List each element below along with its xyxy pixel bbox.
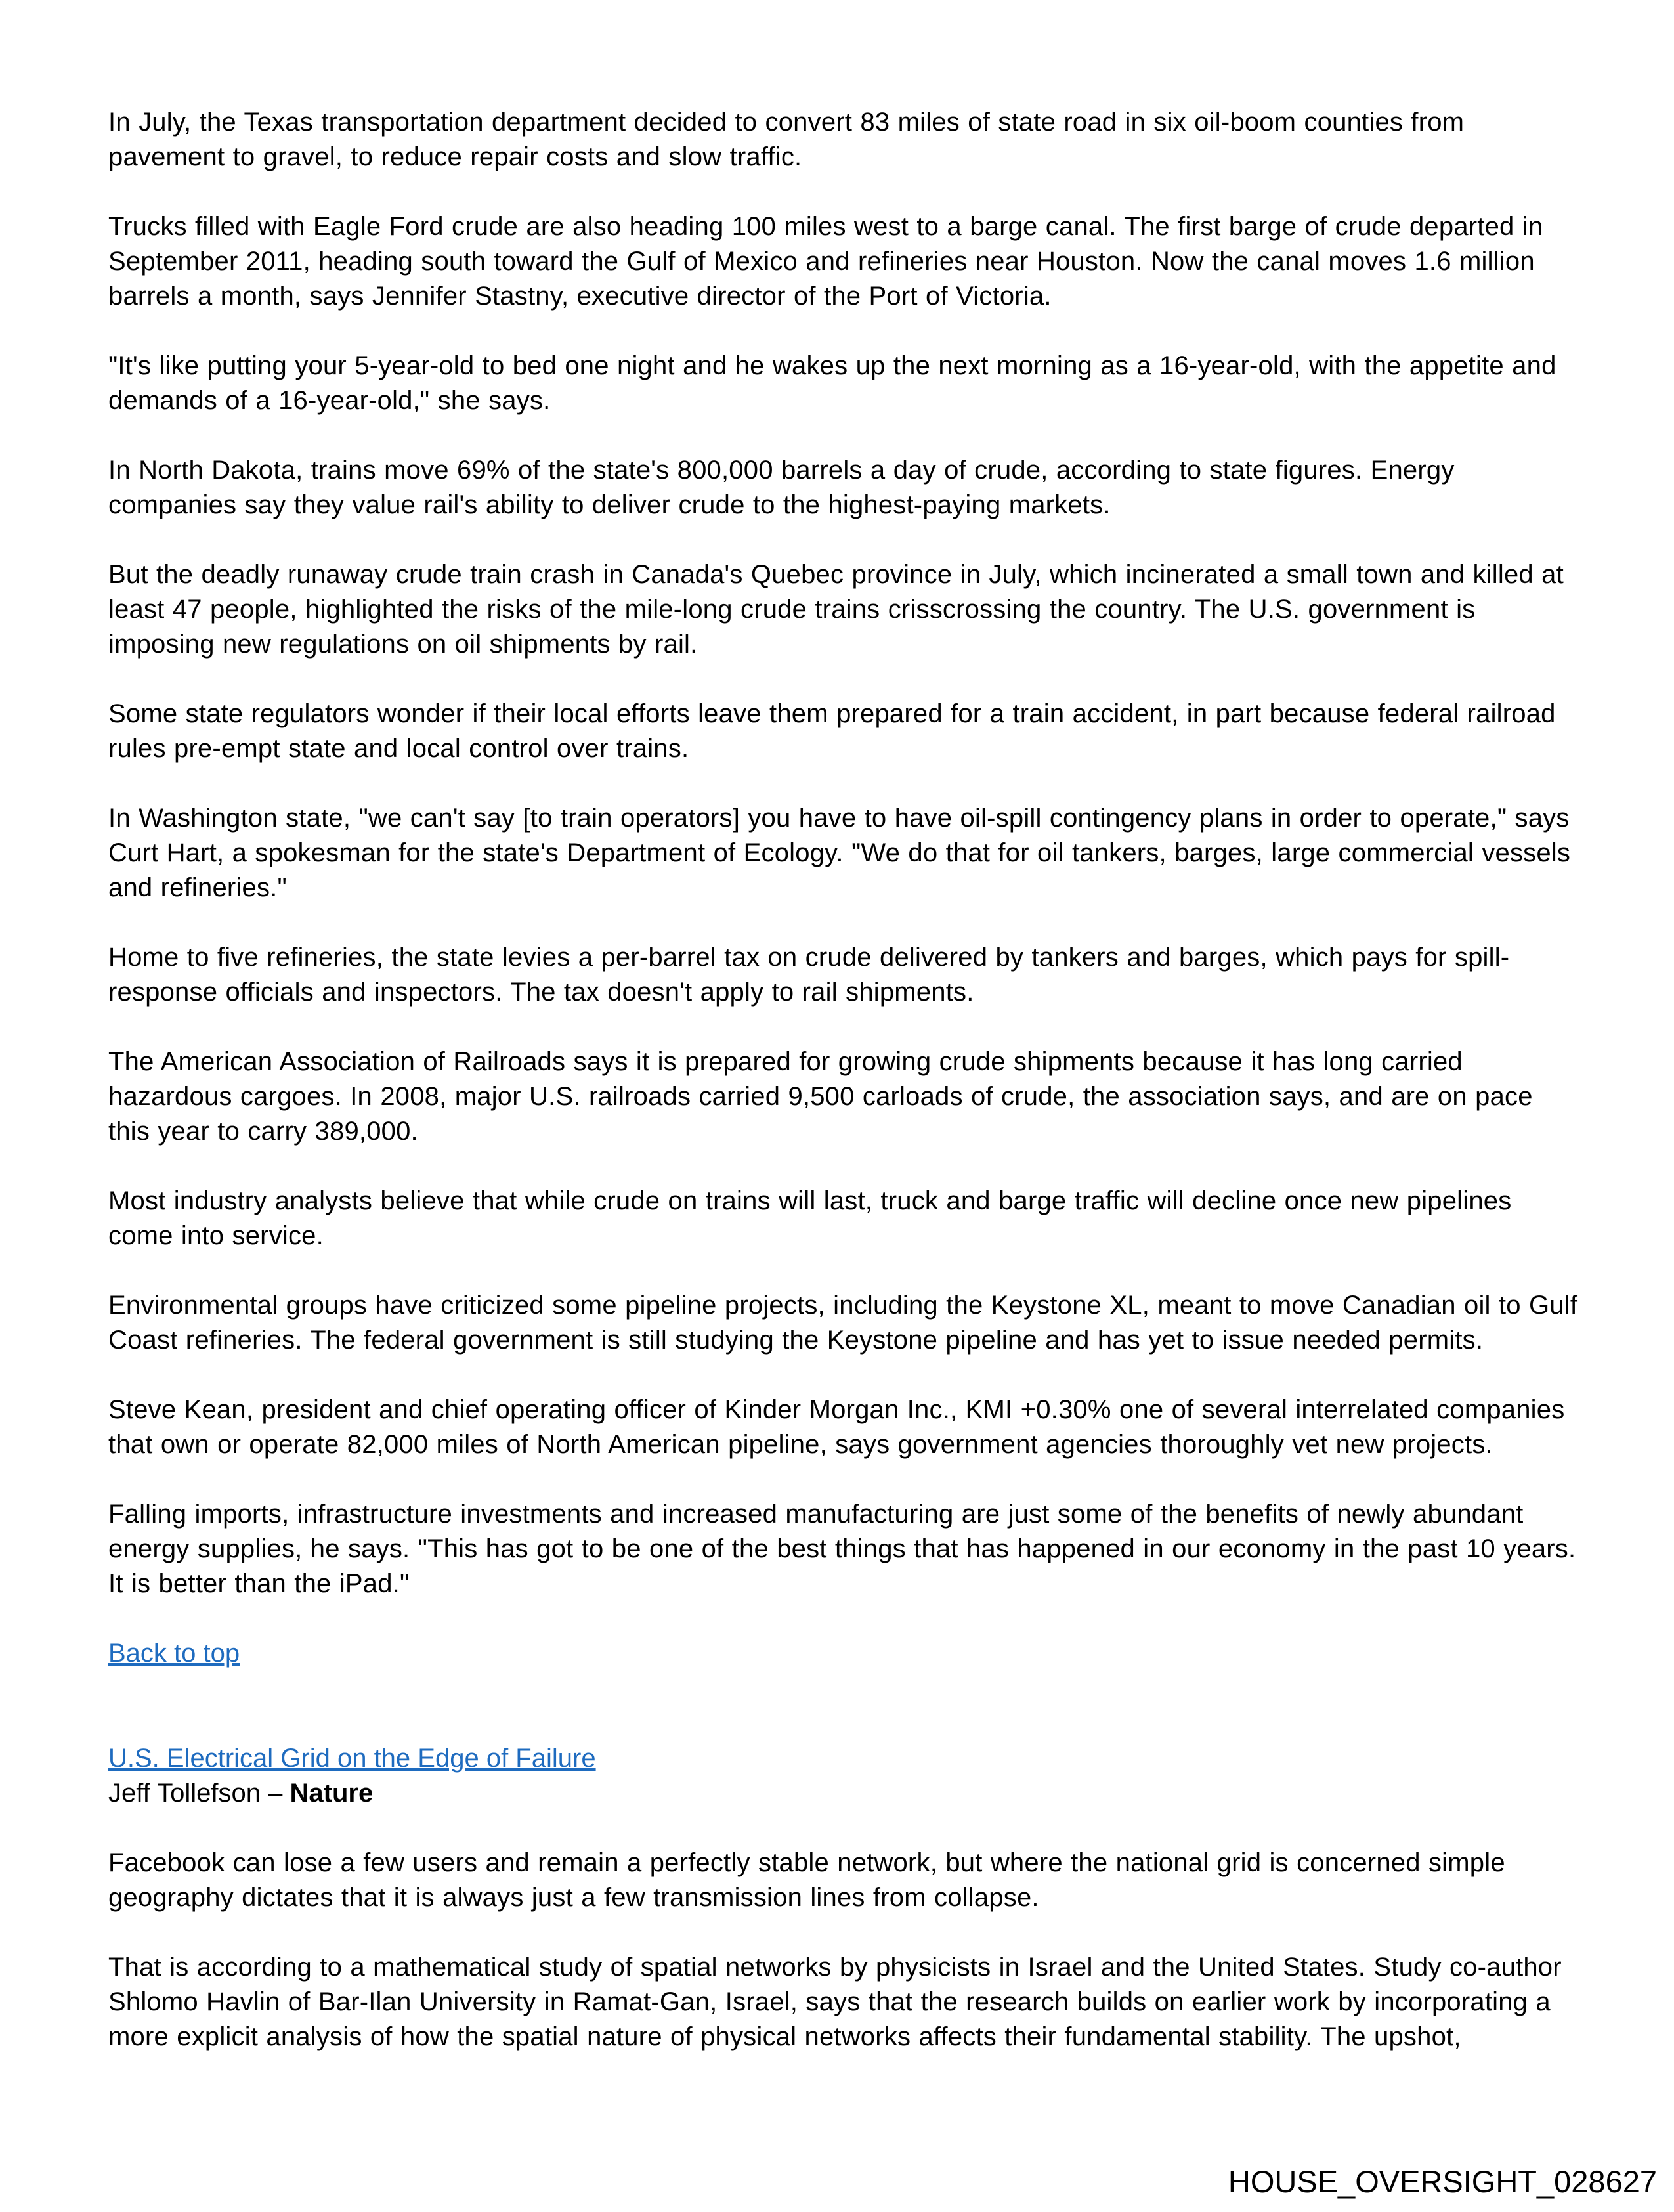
paragraph: The American Association of Railroads says it is prepared for growing crude shipments because it has long carried hazardous cargoes. In 2008, major U.S. railroads carried 9,500 carloads of crude, the association says, and are on pace this year to carry 389,000. — [108, 1047, 1533, 1146]
back-to-top-link[interactable]: Back to top — [108, 1639, 240, 1668]
paragraph: In July, the Texas transportation department decided to convert 83 miles of state road in six oil-boom counties from pavement to gravel, to reduce repair costs and slow traffic. — [108, 108, 1465, 171]
paragraph: Trucks filled with Eagle Ford crude are also heading 100 miles west to a barge canal. The first barge of crude departed in September 2011, heading south toward the Gulf of Mexico and refineries near Houston. Now the canal moves 1.6 million barrels a month, says Jennifer Stastny, executive director of the Port of Victoria. — [108, 212, 1543, 311]
paragraph: In North Dakota, trains move 69% of the state's 800,000 barrels a day of crude, according to state figures. Energy companies say they value rail's ability to deliver crude to the highest-paying markets. — [108, 456, 1455, 519]
paragraph: Steve Kean, president and chief operating officer of Kinder Morgan Inc., KMI +0.30% one of several interrelated companies that own or operate 82,000 miles of North American pipeline, says government agencies thoroughly vet new projects. — [108, 1395, 1565, 1459]
bates-number: HOUSE_OVERSIGHT_028627 — [1228, 2164, 1657, 2199]
paragraph: But the deadly runaway crude train crash in Canada's Quebec province in July, which incinerated a small town and killed at least 47 people, highlighted the risks of the mile-long crude trains crisscrossing the country. The U.S. government is imposing new regulations on oil shipments by rail. — [108, 560, 1564, 659]
paragraph: Facebook can lose a few users and remain a perfectly stable network, but where the national grid is concerned simple geography dictates that it is always just a few transmission lines from collapse. — [108, 1848, 1505, 1912]
article-title — [108, 1741, 1582, 1776]
byline — [108, 1776, 1582, 1811]
paragraph: Most industry analysts believe that while crude on trains will last, truck and barge traffic will decline once new pipelines come into service. — [108, 1186, 1512, 1250]
paragraph: "It's like putting your 5-year-old to bed one night and he wakes up the next morning as a 16-year-old, with the appetite and demands of a 16-year-old," she says. — [108, 351, 1556, 415]
paragraph: Environmental groups have criticized some pipeline projects, including the Keystone XL, meant to move Canadian oil to Gulf Coast refineries. The federal government is still studying the Keystone pipeline and has yet to issue needed permits. — [108, 1291, 1578, 1355]
paragraph: In Washington state, "we can't say [to train operators] you have to have oil-spill contingency plans in order to operate," says Curt Hart, a spokesman for the state's Department of Ecology. "We do that for oil tankers, barges, large commercial vessels and refineries." — [108, 804, 1571, 902]
back-to-top-container — [108, 1636, 1582, 1671]
byline-author: Jeff Tollefson – — [108, 1779, 283, 1808]
paragraph: That is according to a mathematical study of spatial networks by physicists in Israel and the United States. Study co-author Shlomo Havlin of Bar-Ilan University in Ramat-Gan, Israel, says that the research builds on earlier work by incorporating a more explicit analysis of how the spatial nature of physical networks affects their fundamental stability. The upshot, — [108, 1953, 1562, 2051]
paragraph: Falling imports, infrastructure investments and increased manufacturing are just some of the benefits of newly abundant energy supplies, he says. "This has got to be one of the best things that has happened in our economy in the past 10 years. It is better than the iPad." — [108, 1500, 1576, 1598]
article-title-link[interactable]: U.S. Electrical Grid on the Edge of Failure — [108, 1744, 596, 1773]
byline-source: Nature — [290, 1779, 374, 1808]
paragraph: Some state regulators wonder if their local efforts leave them prepared for a train accident, in part because federal railroad rules pre-empt state and local control over trains. — [108, 699, 1556, 763]
paragraph: Home to five refineries, the state levies a per-barrel tax on crude delivered by tankers and barges, which pays for spill-response officials and inspectors. The tax doesn't apply to rail shipments. — [108, 943, 1510, 1007]
document-body — [108, 105, 1582, 2089]
